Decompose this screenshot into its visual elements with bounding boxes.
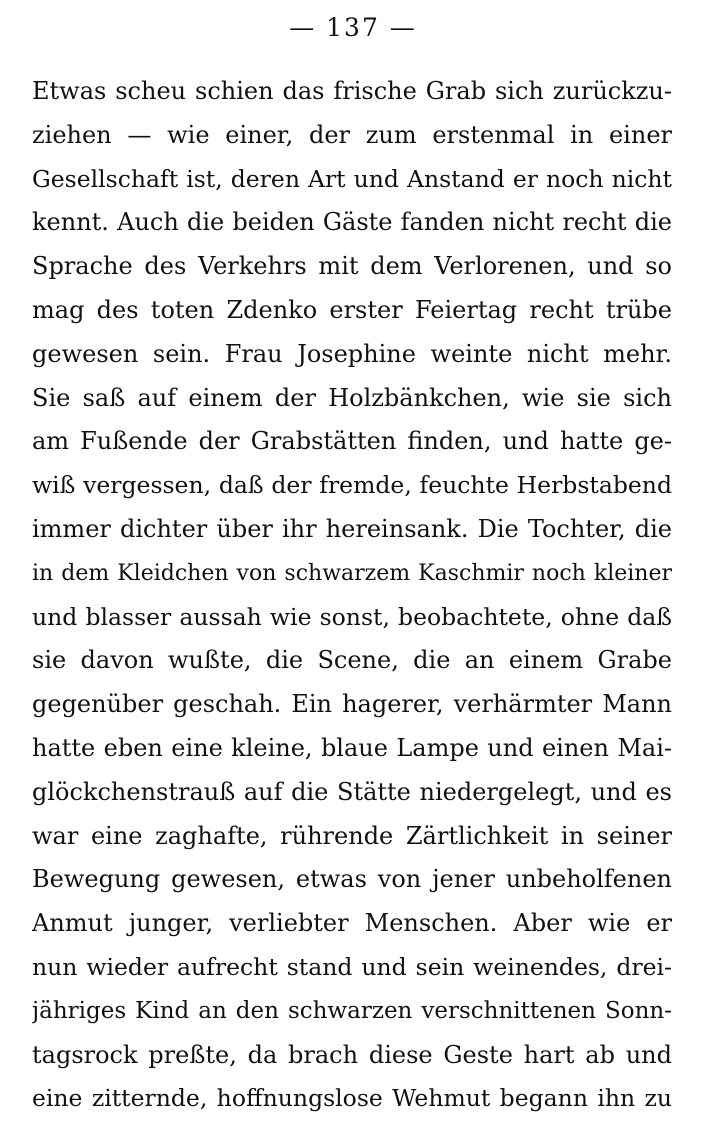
text-line: hatte eben eine kleine, blaue Lampe und einen Mai- <box>32 733 672 762</box>
text-line: Gesellschaft ist, deren Art und Anstand er noch nicht <box>32 164 672 193</box>
text-line: tagsrock preßte, da brach diese Geste hart ab und <box>32 1040 672 1069</box>
text-line: gegenüber geschah. Ein hagerer, verhärmter Mann <box>32 690 672 719</box>
text-line: gewesen sein. Frau Josephine weinte nicht mehr. <box>32 339 672 368</box>
text-line: immer dichter über ihr hereinsank. Die Tochter, die <box>32 514 672 543</box>
text-line: eine zitternde, hoffnungslose Wehmut begann ihn zu <box>32 1084 672 1113</box>
text-line: jähriges Kind an den schwarzen verschnittenen Sonn- <box>32 997 672 1024</box>
text-line: Sprache des Verkehrs mit dem Verlorenen, und so <box>32 252 672 281</box>
body-text <box>32 70 672 1121</box>
text-line: glöckchenstrauß auf die Stätte niedergelegt, und es <box>32 777 672 806</box>
text-line: wiß vergessen, daß der fremde, feuchte Herbstabend <box>32 471 672 500</box>
text-line: und blasser aussah wie sonst, beobachtete, ohne daß <box>32 602 672 631</box>
text-line: sie davon wußte, die Scene, die an einem Grabe <box>32 646 672 675</box>
page-number: — 137 — <box>289 13 417 42</box>
text-line: Anmut junger, verliebter Menschen. Aber wie er <box>32 909 672 938</box>
text-line: war eine zaghafte, rührende Zärtlichkeit in seiner <box>32 821 672 850</box>
text-line: am Fußende der Grabstätten finden, und hatte ge- <box>32 427 672 456</box>
text-line: kennt. Auch die beiden Gäste fanden nicht recht die <box>32 208 672 237</box>
text-line: in dem Kleidchen von schwarzem Kaschmir noch kleiner <box>32 560 672 586</box>
text-line: Bewegung gewesen, etwas von jener unbeholfenen <box>32 865 672 894</box>
text-line: nun wieder aufrecht stand und sein weinendes, drei- <box>32 952 672 981</box>
text-line: Sie saß auf einem der Holzbänkchen, wie sie sich <box>32 383 672 412</box>
text-line: mag des toten Zdenko erster Feiertag recht trübe <box>32 295 672 324</box>
text-line: Etwas scheu schien das frische Grab sich zurückzu- <box>32 77 672 105</box>
text-line: ziehen — wie einer, der zum erstenmal in einer <box>32 120 672 149</box>
